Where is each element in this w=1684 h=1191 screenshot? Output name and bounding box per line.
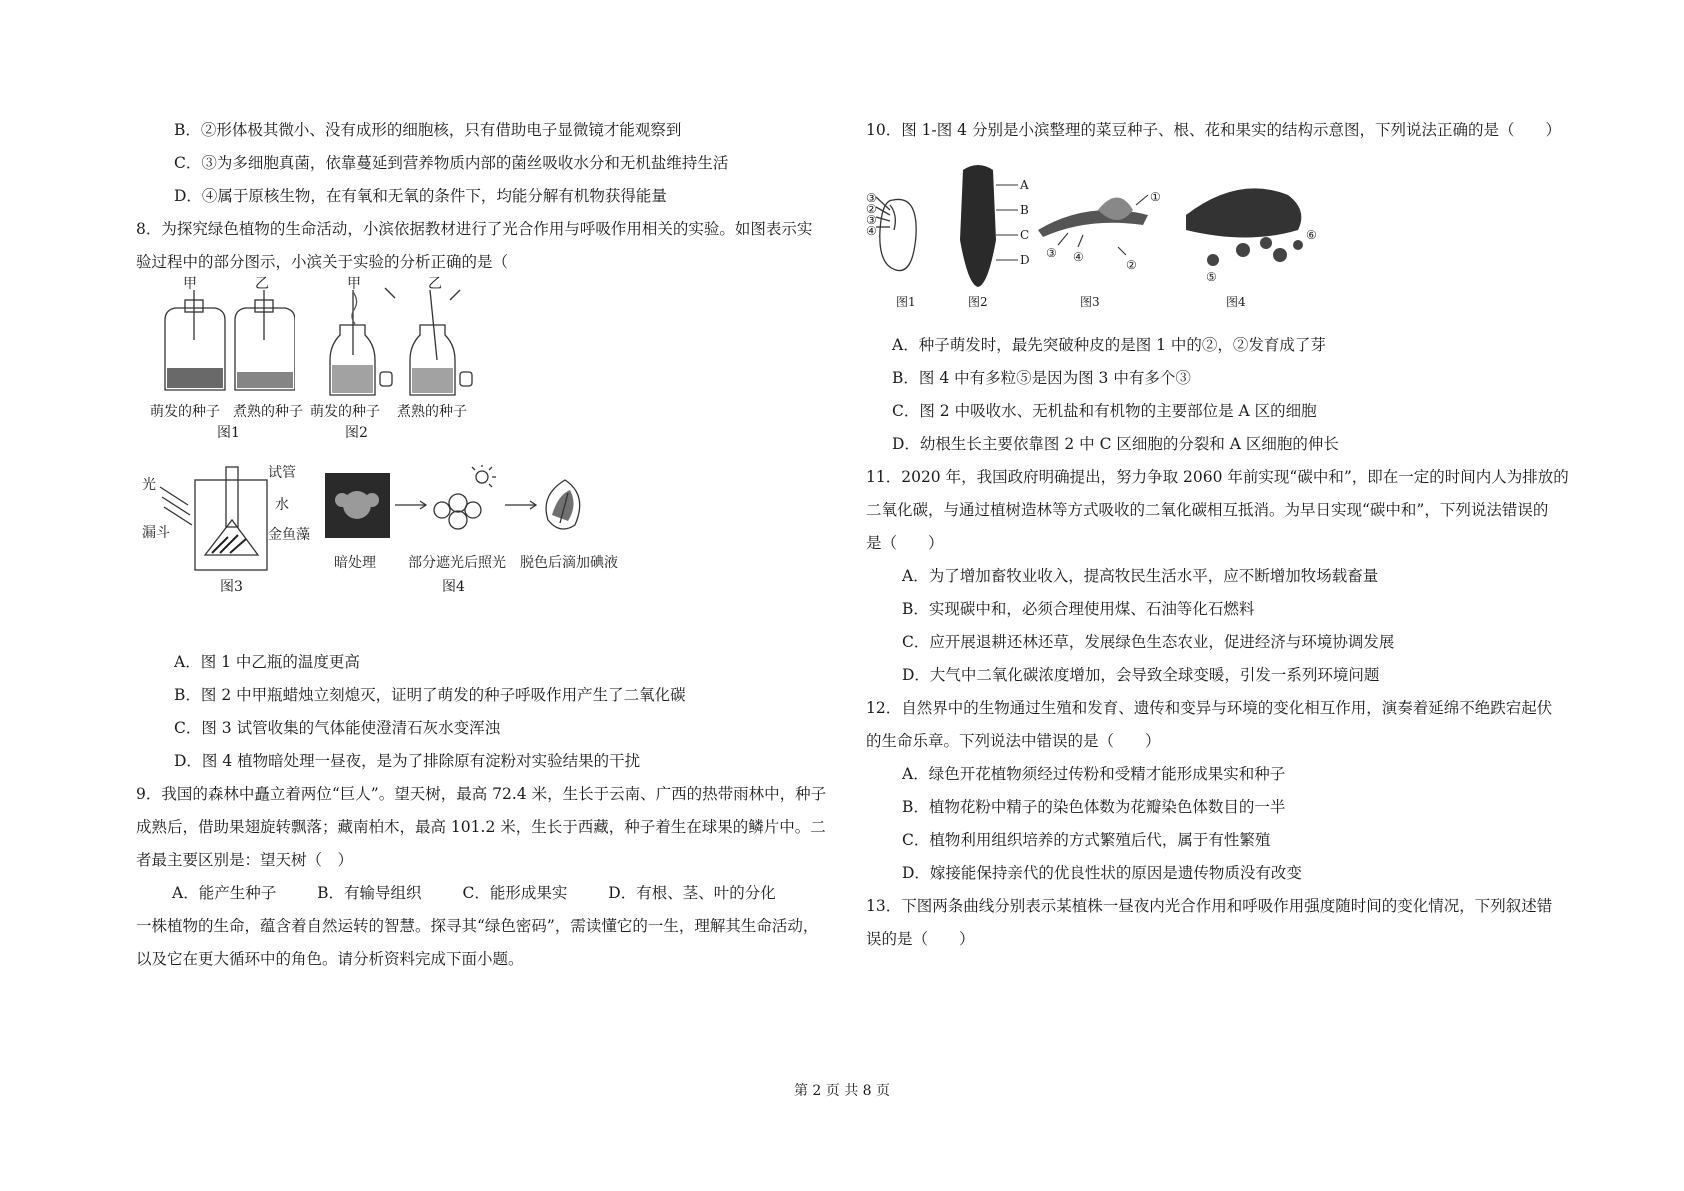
q10-fig3-caption: 图3 <box>1080 295 1100 309</box>
q8-figure-2-germinating-seeds-label: 萌发的种子 <box>310 404 380 420</box>
q8-figure-4-decolor-iodine-label: 脱色后滴加碘液 <box>520 555 618 571</box>
q10-fig4-label-6: ⑥ <box>1306 228 1317 242</box>
q10-fig3-label-1: ① <box>1150 190 1161 204</box>
q12-option-c: C．植物利用组织培养的方式繁殖后代，属于有性繁殖 <box>902 831 1271 849</box>
q8-figure-3-caption: 图3 <box>220 579 243 595</box>
q8-figure-1-caption: 图1 <box>217 425 240 441</box>
q10-fig4-caption: 图4 <box>1226 295 1246 309</box>
q8-option-b: B．图 2 中甲瓶蜡烛立刻熄灭，证明了萌发的种子呼吸作用产生了二氧化碳 <box>174 686 686 704</box>
q8-stem-line2: 验过程中的部分图示，小滨关于实验的分析正确的是（ <box>136 253 509 271</box>
q9-options <box>172 883 812 903</box>
q9-option-c: C．能形成果实 <box>462 884 568 902</box>
q8-figure-3-light-label: 光 <box>142 477 156 493</box>
q10-fig2-label-b: B <box>1020 203 1029 217</box>
q8-figure-4-dark-treatment-label: 暗处理 <box>334 555 376 571</box>
q11-stem-line2: 二氧化碳，与通过植树造林等方式吸收的二氧化碳相互抵消。为早日实现“碳中和”，下列说法错误的 <box>866 501 1549 519</box>
q10-figures <box>868 155 1508 315</box>
q8-figure-1-jia-label: 甲 <box>183 276 197 292</box>
q12-stem-line1: 12．自然界中的生物通过生殖和发育、遗传和变异与环境的变化相互作用，演奏着延绵不绝跌宕起伏 <box>866 699 1553 717</box>
q10-fig1-label-4: ④ <box>866 224 877 238</box>
q10-fig4-label-5: ⑤ <box>1206 270 1217 284</box>
passage-intro-line2: 以及它在更大循环中的角色。请分析资料完成下面小题。 <box>136 950 524 968</box>
q10-fig1-label-3b: ③ <box>866 213 877 227</box>
q10-fig2-label-a: A <box>1020 178 1029 192</box>
q8-option-c: C．图 3 试管收集的气体能使澄清石灰水变浑浊 <box>174 719 501 737</box>
q8-figure-3-tube-label: 试管 <box>268 465 296 481</box>
q10-option-a: A．种子萌发时，最先突破种皮的是图 1 中的②，②发育成了芽 <box>892 336 1326 354</box>
q11-option-a: A．为了增加畜牧业收入，提高牧民生活水平，应不断增加牧场载畜量 <box>902 567 1379 585</box>
q11-stem-line1: 11．2020 年，我国政府明确提出，努力争取 2060 年前实现“碳中和”，即在一定的时间内人为排放的 <box>866 468 1569 486</box>
q8-figure-3 <box>142 465 320 595</box>
page-number-footer: 第 2 页 共 8 页 <box>793 1083 891 1099</box>
q8-figure-1-germinating-seeds-label: 萌发的种子 <box>150 404 220 420</box>
q8-figure-2-caption: 图2 <box>345 425 368 441</box>
q12-option-d: D．嫁接能保持亲代的优良性状的原因是遗传物质没有改变 <box>902 864 1302 882</box>
q8-figure-3-funnel-label: 漏斗 <box>142 525 170 541</box>
q10-option-d: D．幼根生长主要依靠图 2 中 C 区细胞的分裂和 A 区细胞的伸长 <box>892 435 1339 453</box>
q9-stem-line2: 成熟后，借助果翅旋转飘落；藏南柏木，最高 101.2 米，生长于西藏，种子着生在球果的鳞片中。二 <box>136 818 826 836</box>
q8-option-d: D．图 4 植物暗处理一昼夜，是为了排除原有淀粉对实验结果的干扰 <box>174 752 641 770</box>
q9-option-b: B．有输导组织 <box>317 884 422 902</box>
q13-stem-line1: 13．下图两条曲线分别表示某植株一昼夜内光合作用和呼吸作用强度随时间的变化情况，下列叙述错 <box>866 897 1553 915</box>
q10-fig3-label-2: ② <box>1126 258 1137 272</box>
q8-figure-3-water-label: 水 <box>275 497 289 513</box>
q8-figure-1-drawing <box>155 280 295 400</box>
q8-figure-2-drawing <box>325 280 485 400</box>
q8-figure-4-partial-shading-label: 部分遮光后照光 <box>408 555 506 571</box>
q8-option-a: A．图 1 中乙瓶的温度更高 <box>174 653 360 671</box>
q9-option-d: D．有根、茎、叶的分化 <box>608 884 776 902</box>
q8-stem-line1: 8．为探究绿色植物的生命活动，小滨依据教材进行了光合作用与呼吸作用相关的实验。如图表示实 <box>136 220 813 238</box>
q8-figure-4 <box>320 465 618 595</box>
q11-option-d: D．大气中二氧化碳浓度增加，会导致全球变暖，引发一系列环境问题 <box>902 666 1380 684</box>
q8-figure-2 <box>310 276 485 441</box>
q10-fig1-label-2: ② <box>866 202 877 216</box>
q11-stem-line3: 是（ ） <box>866 534 944 552</box>
passage-intro-line1: 一株植物的生命，蕴含着自然运转的智慧。探寻其“绿色密码”，需读懂它的一生，理解其生命活动， <box>136 917 819 935</box>
q10-fig3-label-4: ④ <box>1073 250 1084 264</box>
q9-stem-line3: 者最主要区别是：望天树（ ） <box>136 851 354 869</box>
q10-figures-drawing <box>868 155 1508 295</box>
q12-option-a: A．绿色开花植物须经过传粉和受精才能形成果实和种子 <box>902 765 1286 783</box>
q8-figure-2-boiled-seeds-label: 煮熟的种子 <box>397 404 467 420</box>
q10-fig3-label-3: ③ <box>1046 246 1057 260</box>
q11-option-c: C．应开展退耕还林还草，发展绿色生态农业，促进经济与环境协调发展 <box>902 633 1395 651</box>
q10-fig2-caption: 图2 <box>968 295 988 309</box>
q10-fig1-caption: 图1 <box>896 295 916 309</box>
q10-fig2-label-d: D <box>1020 253 1030 267</box>
q8-figure-3-algae-label: 金鱼藻 <box>268 527 310 543</box>
q12-stem-line2: 的生命乐章。下列说法中错误的是（ ） <box>866 732 1161 750</box>
q9-stem-line1: 9．我国的森林中矗立着两位“巨人”。望天树，最高 72.4 米，生长于云南、广西的热带雨林中，种子 <box>136 785 827 803</box>
q10-option-c: C．图 2 中吸收水、无机盐和有机物的主要部位是 A 区的细胞 <box>892 402 1317 420</box>
q8-figure-2-jia-label: 甲 <box>347 276 361 292</box>
q10-option-b: B．图 4 中有多粒⑤是因为图 3 中有多个③ <box>892 369 1191 387</box>
q8-figure-1 <box>150 276 303 441</box>
q7-option-b: B．②形体极其微小、没有成形的细胞核，只有借助电子显微镜才能观察到 <box>174 121 682 139</box>
q7-option-d: D．④属于原核生物，在有氧和无氧的条件下，均能分解有机物获得能量 <box>174 187 667 205</box>
q10-stem: 10．图 1-图 4 分别是小滨整理的菜豆种子、根、花和果实的结构示意图，下列说法正确的是（ ） <box>866 121 1561 139</box>
q9-option-a: A．能产生种子 <box>172 884 277 902</box>
q10-fig1-labels <box>866 193 877 237</box>
q10-fig2-label-c: C <box>1020 228 1030 242</box>
q8-figure-4-caption: 图4 <box>442 579 465 595</box>
q8-figure-1-boiled-seeds-label: 煮熟的种子 <box>233 404 303 420</box>
q11-option-b: B．实现碳中和，必须合理使用煤、石油等化石燃料 <box>902 600 1255 618</box>
q8-figure-4-drawing <box>320 465 600 555</box>
q10-fig1-label-3: ③ <box>866 191 877 205</box>
q7-option-c: C．③为多细胞真菌，依靠蔓延到营养物质内部的菌丝吸收水分和无机盐维持生活 <box>174 154 729 172</box>
q13-stem-line2: 误的是（ ） <box>866 930 975 948</box>
q8-figure-1-yi-label: 乙 <box>255 276 269 292</box>
q8-figure-2-yi-label: 乙 <box>428 276 442 292</box>
q12-option-b: B．植物花粉中精子的染色体数为花瓣染色体数目的一半 <box>902 798 1286 816</box>
